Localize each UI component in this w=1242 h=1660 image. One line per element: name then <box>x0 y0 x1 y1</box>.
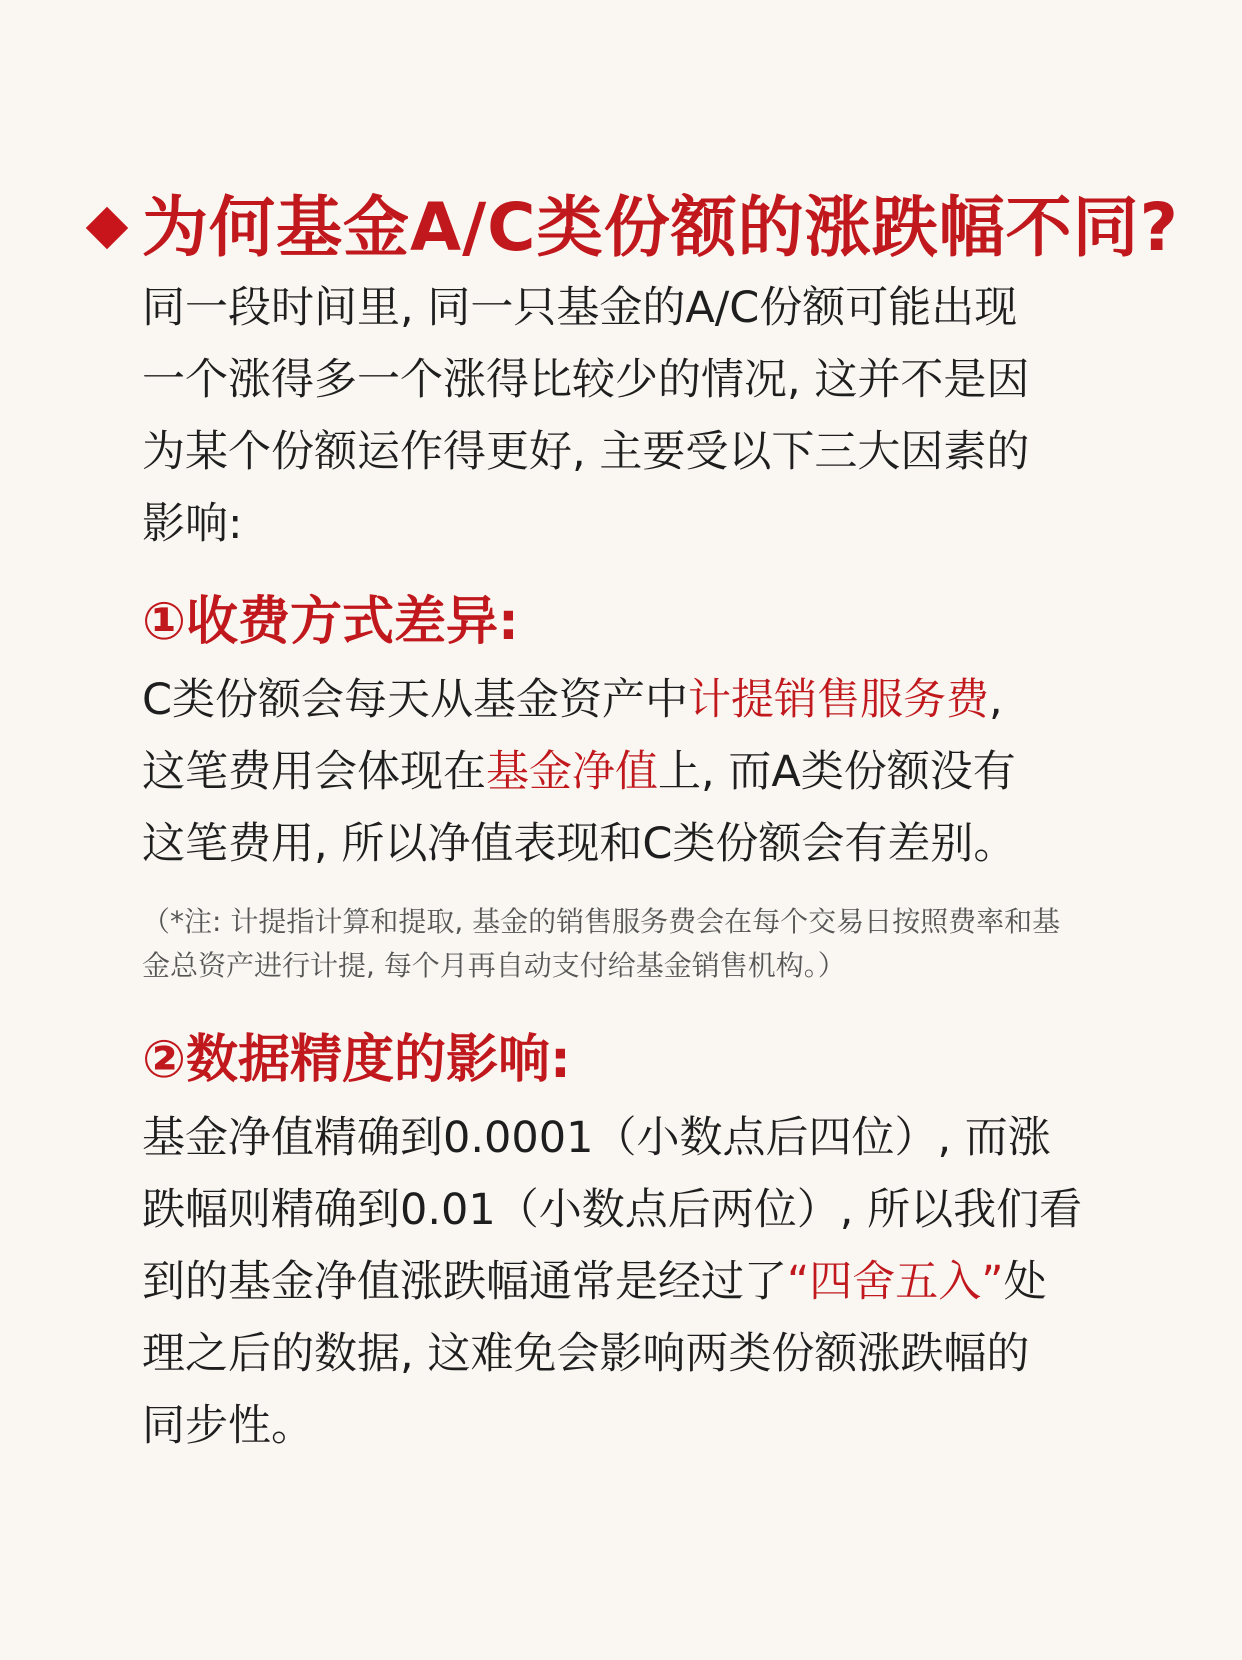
intro-line: 为某个份额运作得更好, 主要受以下三大因素的 <box>142 427 1030 477</box>
note-line: 金总资产进行计提, 每个月再自动支付给基金销售机构。） <box>142 949 846 982</box>
section2-line: 理之后的数据, 这难免会影响两类份额涨跌幅的 <box>142 1329 1030 1379</box>
highlight-text: 基金净值 <box>486 747 658 797</box>
page-title: 为何基金A/C类份额的涨跌幅不同? <box>142 189 1179 266</box>
section2-line: 跌幅则精确到0.01（小数点后两位）, 所以我们看 <box>142 1185 1083 1235</box>
section2-paragraph <box>142 1102 1122 1462</box>
section2-line: 基金净值精确到0.0001（小数点后四位）, 而涨 <box>142 1113 1051 1163</box>
section1-line <box>142 664 1122 736</box>
text: 这笔费用会体现在 <box>142 747 486 797</box>
text: 上, 而A类份额没有 <box>658 747 1016 797</box>
section2-heading: ②数据精度的影响: <box>142 1030 571 1090</box>
note-line: （*注: 计提指计算和提取, 基金的销售服务费会在每个交易日按照费率和基 <box>142 905 1061 938</box>
intro-line: 影响: <box>142 499 243 549</box>
section1-note <box>142 900 1142 988</box>
text: C类份额会每天从基金资产中 <box>142 675 689 725</box>
highlight-text: “四舍五入” <box>787 1257 1004 1307</box>
text: 处 <box>1003 1257 1047 1307</box>
section1-line <box>142 736 1122 808</box>
text: 到的基金净值涨跌幅通常是经过了 <box>142 1257 787 1307</box>
section1-paragraph <box>142 664 1122 880</box>
section1-heading: ①收费方式差异: <box>142 592 519 652</box>
diamond-bullet-icon <box>86 207 128 249</box>
text: , <box>989 675 1003 725</box>
section2-line: 同步性。 <box>142 1401 314 1451</box>
section2-line <box>142 1246 1122 1318</box>
intro-line: 同一段时间里, 同一只基金的A/C份额可能出现 <box>142 283 1018 333</box>
section1-line: 这笔费用, 所以净值表现和C类份额会有差别。 <box>142 819 1017 869</box>
intro-paragraph <box>142 272 1122 560</box>
title-row <box>92 188 1179 268</box>
highlight-text: 计提销售服务费 <box>688 675 990 725</box>
intro-line: 一个涨得多一个涨得比较少的情况, 这并不是因 <box>142 355 1030 405</box>
